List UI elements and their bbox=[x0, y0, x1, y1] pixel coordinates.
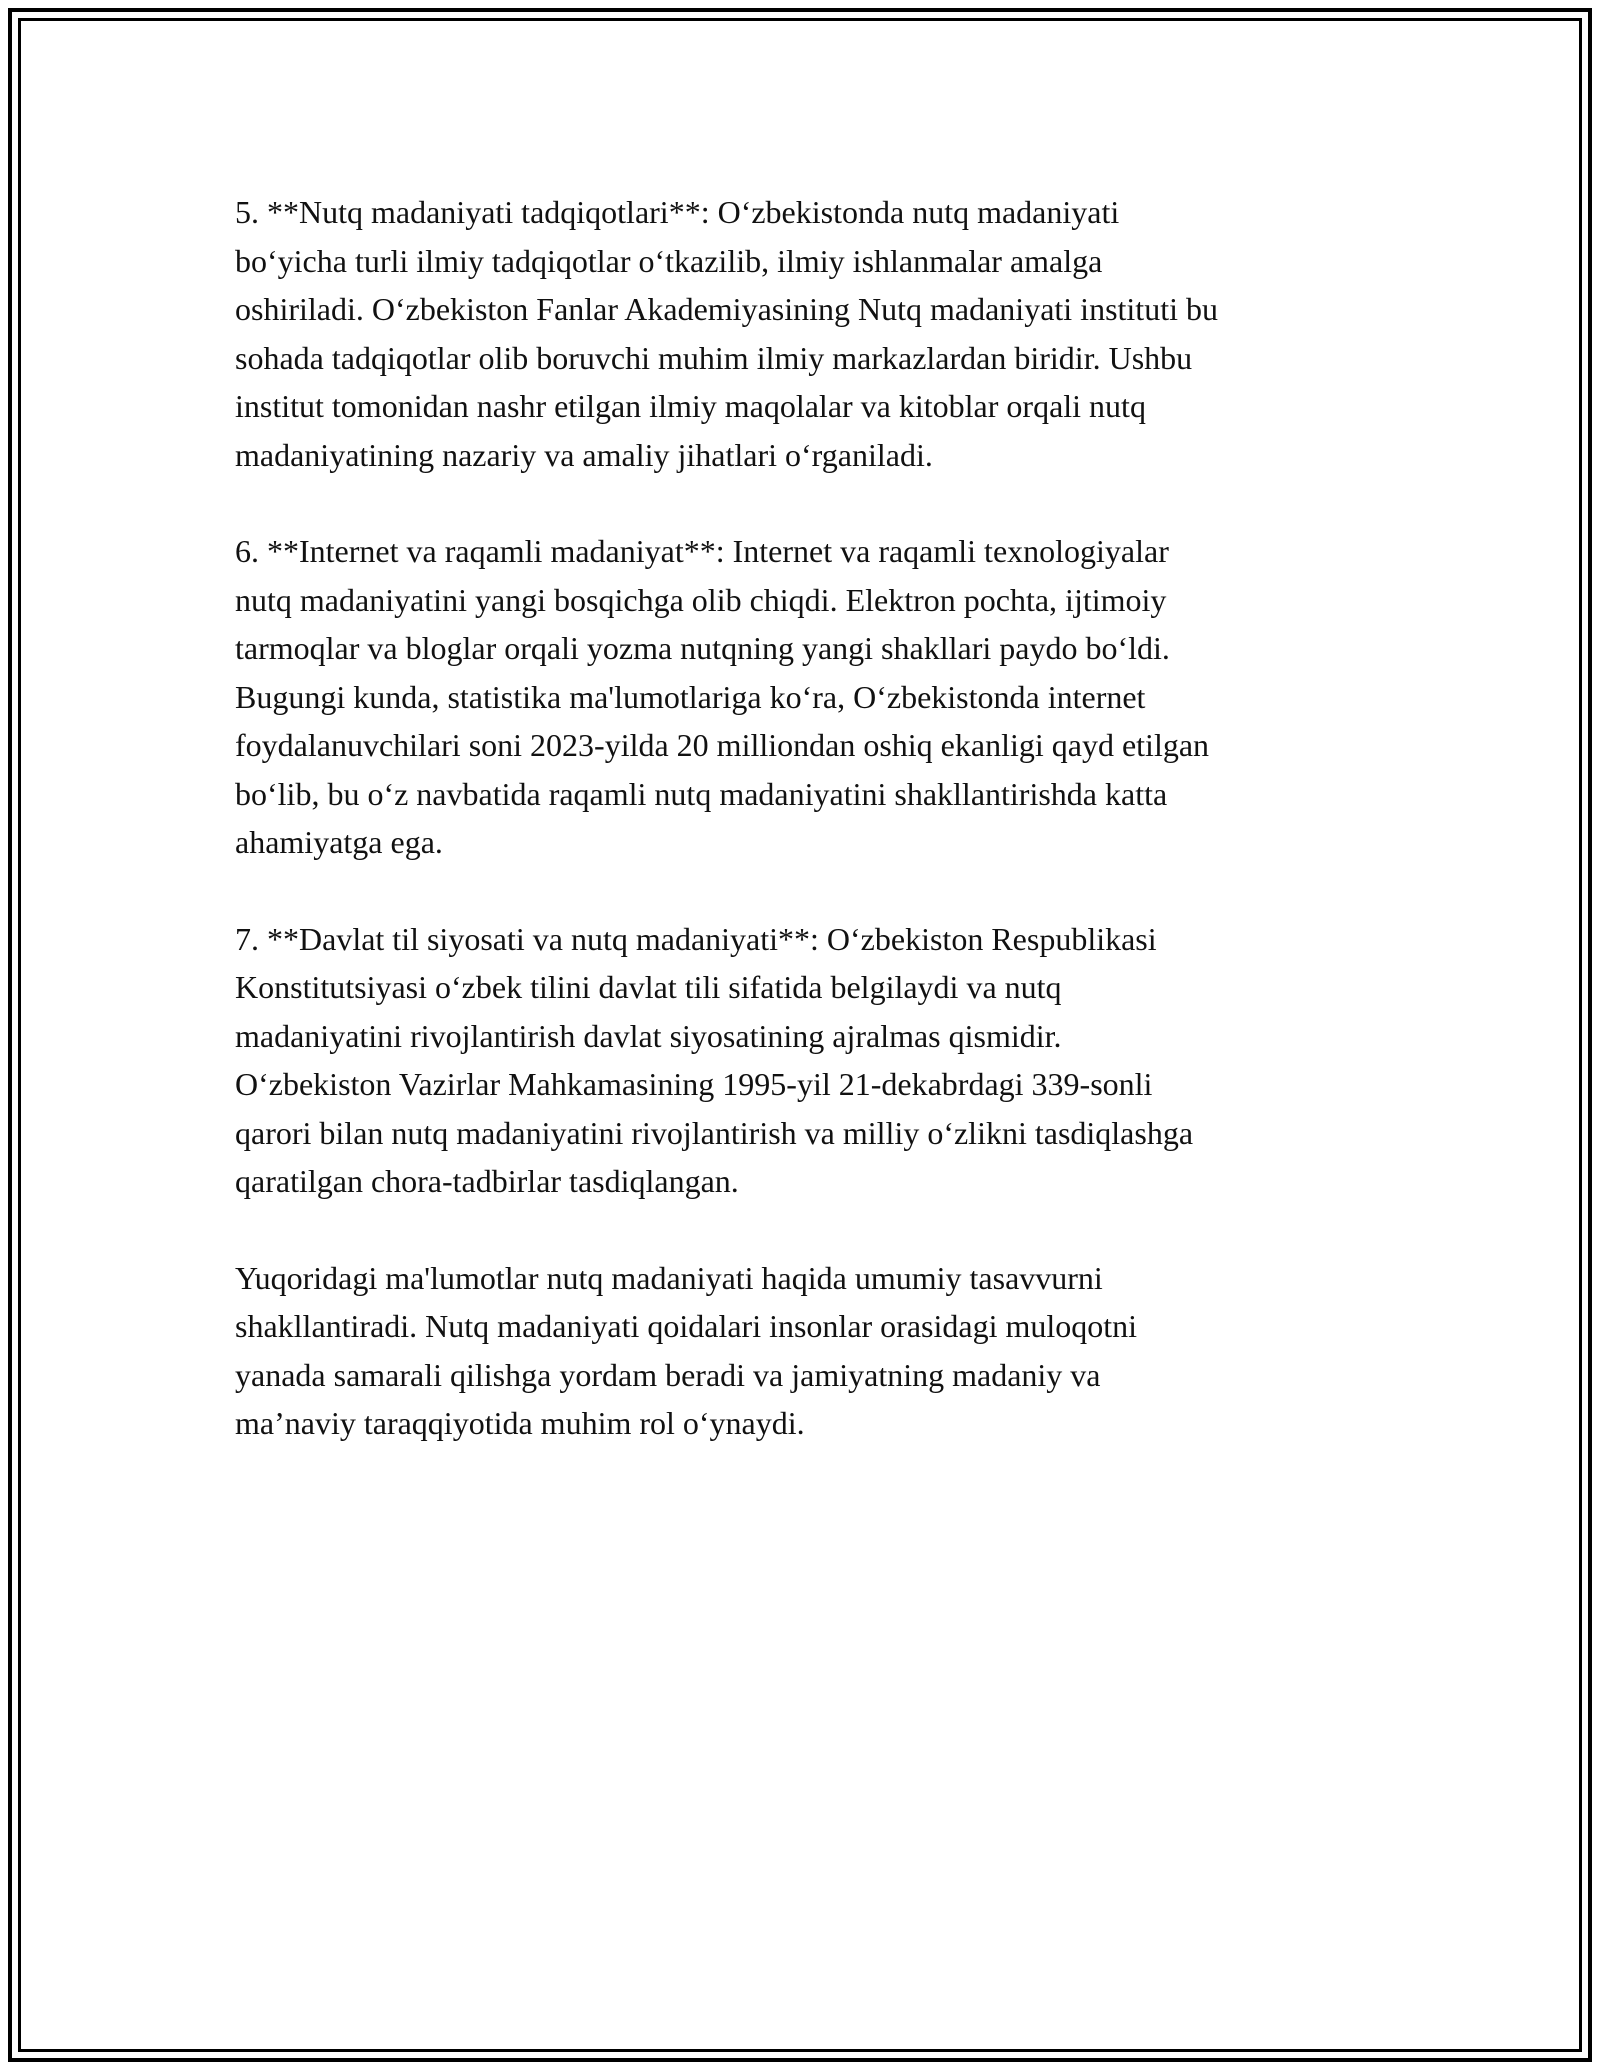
text-line: ahamiyatga ega. bbox=[235, 824, 443, 860]
text-line: Bugungi kunda, statistika ma'lumotlariga ko‘ra, O‘zbekistonda internet bbox=[235, 678, 1146, 715]
text-line: yanada samarali qilishga yordam beradi va jamiyatning madaniy va bbox=[235, 1356, 1101, 1393]
text-line: Yuqoridagi ma'lumotlar nutq madaniyati haqida umumiy tasavvurni bbox=[235, 1259, 1103, 1296]
paragraph-research bbox=[235, 188, 1405, 479]
text-line: ma’naviy taraqqiyotida muhim rol o‘ynaydi. bbox=[235, 1405, 805, 1441]
text-line: 6. **Internet va raqamli madaniyat**: Internet va raqamli texnologiyalar bbox=[235, 533, 1169, 569]
paragraph-language-policy bbox=[235, 915, 1405, 1206]
text-line: tarmoqlar va bloglar orqali yozma nutqning yangi shakllari paydo bo‘ldi. bbox=[235, 630, 1170, 666]
text-line: O‘zbekiston Vazirlar Mahkamasining 1995-yil 21-dekabrdagi 339-sonli bbox=[235, 1066, 1153, 1102]
text-line: institut tomonidan nashr etilgan ilmiy maqolalar va kitoblar orqali nutq bbox=[235, 388, 1146, 424]
text-line: oshiriladi. O‘zbekiston Fanlar Akademiyasining Nutq madaniyati instituti bu bbox=[235, 291, 1218, 327]
text-line: 5. **Nutq madaniyati tadqiqotlari**: O‘zbekistonda nutq madaniyati bbox=[235, 194, 1120, 230]
text-line: Konstitutsiyasi o‘zbek tilini davlat tili sifatida belgilaydi va nutq bbox=[235, 969, 1062, 1005]
text-line: madaniyatining nazariy va amaliy jihatlari o‘rganiladi. bbox=[235, 436, 933, 473]
text-line: bo‘lib, bu o‘z navbatida raqamli nutq madaniyatini shakllantirishda katta bbox=[235, 775, 1168, 812]
text-line: foydalanuvchilari soni 2023-yilda 20 milliondan oshiq ekanligi qayd etilgan bbox=[235, 727, 1210, 763]
text-line: bo‘yicha turli ilmiy tadqiqotlar o‘tkazilib, ilmiy ishlanmalar amalga bbox=[235, 242, 1103, 279]
text-line: 7. **Davlat til siyosati va nutq madaniyati**: O‘zbekiston Respublikasi bbox=[235, 920, 1157, 957]
document-body bbox=[235, 188, 1405, 1496]
paragraph-internet bbox=[235, 527, 1405, 867]
text-line: madaniyatini rivojlantirish davlat siyosatining ajralmas qismidir. bbox=[235, 1017, 1062, 1054]
text-line: qarori bilan nutq madaniyatini rivojlantirish va milliy o‘zlikni tasdiqlashga bbox=[235, 1114, 1194, 1151]
paragraph-conclusion bbox=[235, 1254, 1405, 1448]
text-line: nutq madaniyatini yangi bosqichga olib chiqdi. Elektron pochta, ijtimoiy bbox=[235, 581, 1167, 618]
text-line: qaratilgan chora-tadbirlar tasdiqlangan. bbox=[235, 1163, 739, 1199]
text-line: shakllantiradi. Nutq madaniyati qoidalari insonlar orasidagi muloqotni bbox=[235, 1308, 1138, 1344]
text-line: sohada tadqiqotlar olib boruvchi muhim ilmiy markazlardan biridir. Ushbu bbox=[235, 339, 1193, 376]
